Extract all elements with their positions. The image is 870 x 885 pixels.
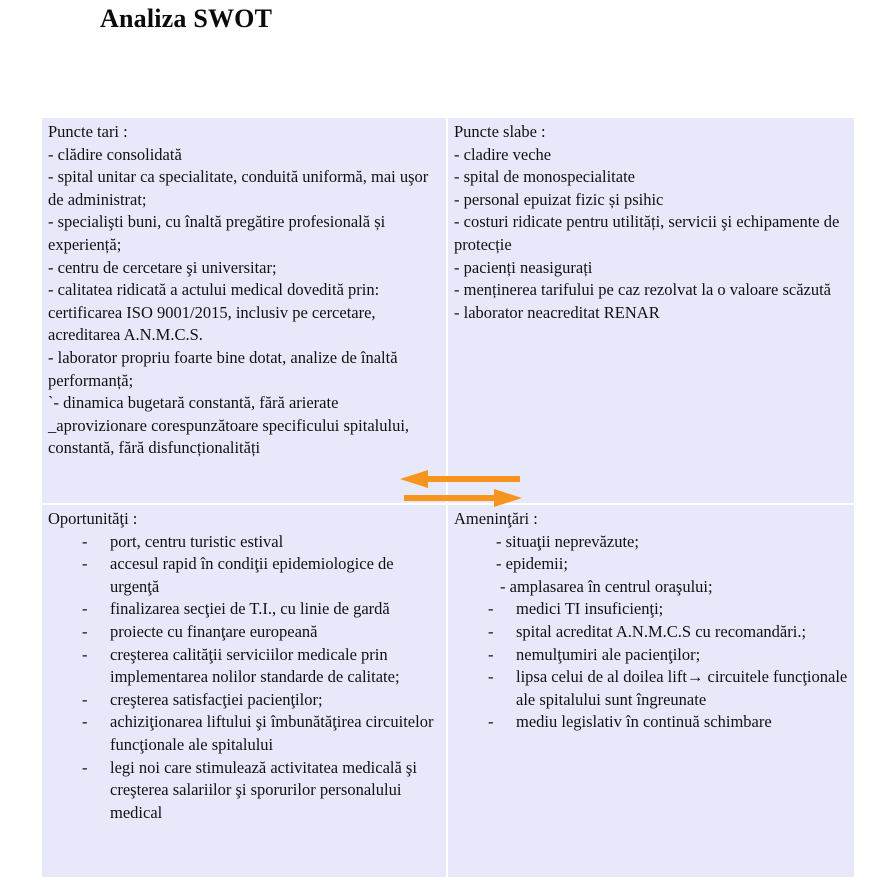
opportunity-item — [48, 598, 440, 621]
weaknesses-list — [454, 144, 848, 325]
threat-item — [454, 621, 848, 644]
threats-list — [454, 531, 848, 734]
opportunity-item — [48, 689, 440, 712]
threat-text: lipsa celui de al doilea lift→ circuitele funcţionale ale spitalului sunt îngreunate — [516, 667, 848, 709]
strength-item: - specialişti buni, cu înaltă pregătire profesională și experiență; — [48, 212, 386, 254]
opportunity-text: creşterea calităţii serviciilor medicale prin implementarea nolilor standarde de calitate; — [110, 644, 400, 687]
strength-item: - centru de cercetare şi universitar; — [48, 257, 277, 277]
dash-bullet: - — [82, 644, 88, 664]
dash-bullet: - — [82, 621, 88, 641]
opportunity-item — [48, 711, 440, 756]
threats-title: Ameninţări : — [454, 509, 538, 528]
opportunity-item — [48, 553, 440, 598]
opportunity-text: achiziţionarea liftului şi îmbunătăţirea circuitelor funcţionale ale spitalului — [110, 712, 434, 754]
opportunity-item — [48, 531, 440, 554]
threat-text: spital acreditat A.N.M.C.S cu recomandări.; — [516, 621, 807, 641]
strength-item: - spital unitar ca specialitate, conduită uniformă, mai uşor de administrat; — [48, 167, 429, 209]
threat-item: - epidemii; — [496, 554, 568, 574]
opportunities-cell — [42, 505, 446, 877]
weakness-item: - menținerea tarifului pe caz rezolvat la o valoare scăzută — [454, 280, 831, 300]
strength-item: - laborator propriu foarte bine dotat, analize de înaltă performanță; — [48, 347, 398, 390]
threat-text: nemulţumiri ale pacienţilor; — [516, 644, 701, 664]
threat-item: - amplasarea în centrul oraşului; — [500, 576, 713, 596]
dash-bullet: - — [82, 757, 88, 777]
opportunities-title: Oportunităţi : — [48, 509, 138, 528]
dash-bullet: - — [488, 644, 494, 664]
opportunity-item — [48, 621, 440, 644]
strength-item: - clădire consolidată — [48, 144, 182, 164]
strengths-title: Puncte tari : — [48, 122, 128, 141]
strength-item: _aprovizionare corespunzătoare specificului spitalului, constantă, fără disfuncționalități — [48, 415, 410, 458]
dash-bullet: - — [82, 554, 88, 574]
weakness-item: - cladire veche — [454, 144, 552, 164]
threat-text: medici TI insuficienţi; — [516, 599, 664, 619]
opportunity-text: creşterea satisfacţiei pacienţilor; — [110, 689, 323, 709]
dash-bullet: - — [488, 599, 494, 619]
opportunity-text: proiecte cu finanţare europeană — [110, 621, 318, 641]
threat-item — [454, 666, 848, 711]
opportunity-text: accesul rapid în condiţii epidemiologice de urgenţă — [110, 554, 394, 596]
weakness-item: - costuri ridicate pentru utilități, servicii şi echipamente de protecție — [454, 212, 840, 254]
opportunity-item — [48, 644, 440, 689]
opportunities-list — [48, 531, 440, 825]
weakness-item: - pacienți neasigurați — [454, 257, 593, 277]
exchange-arrows-icon — [398, 470, 528, 510]
weakness-item: - spital de monospecialitate — [454, 167, 635, 187]
dash-bullet: - — [82, 712, 88, 732]
threat-item — [454, 711, 848, 734]
opportunity-text: legi noi care stimulează activitatea medicală şi creşterea salariilor şi sporurilor personalului medical — [110, 757, 417, 822]
strength-item: `- dinamica bugetară constantă, fără arierate — [48, 393, 339, 413]
opportunity-item — [48, 757, 440, 825]
dash-bullet: - — [82, 599, 88, 619]
dash-bullet: - — [82, 531, 88, 551]
dash-bullet: - — [488, 621, 494, 641]
threat-item — [454, 644, 848, 667]
strengths-list — [48, 144, 440, 460]
weaknesses-cell — [448, 118, 854, 503]
opportunity-text: finalizarea secţiei de T.I., cu linie de gardă — [110, 599, 390, 619]
weaknesses-title: Puncte slabe : — [454, 122, 546, 141]
threats-cell — [448, 505, 854, 877]
strengths-cell — [42, 118, 446, 503]
dash-bullet: - — [82, 689, 88, 709]
document-title: Analiza SWOT — [100, 4, 273, 33]
strength-item: - calitatea ridicată a actului medical dovedită prin: certificarea ISO 9001/2015, inclusiv pe cercetare, acreditarea A.N.M.C.S. — [48, 280, 380, 345]
dash-bullet: - — [488, 667, 494, 687]
weakness-item: - personal epuizat fizic și psihic — [454, 189, 664, 209]
opportunity-text: port, centru turistic estival — [110, 531, 284, 551]
threat-item: - situaţii neprevăzute; — [496, 531, 639, 551]
weakness-item: - laborator neacreditat RENAR — [454, 302, 660, 322]
dash-bullet: - — [488, 712, 494, 732]
threat-item — [454, 598, 848, 621]
threat-text: mediu legislativ în continuă schimbare — [516, 712, 772, 732]
